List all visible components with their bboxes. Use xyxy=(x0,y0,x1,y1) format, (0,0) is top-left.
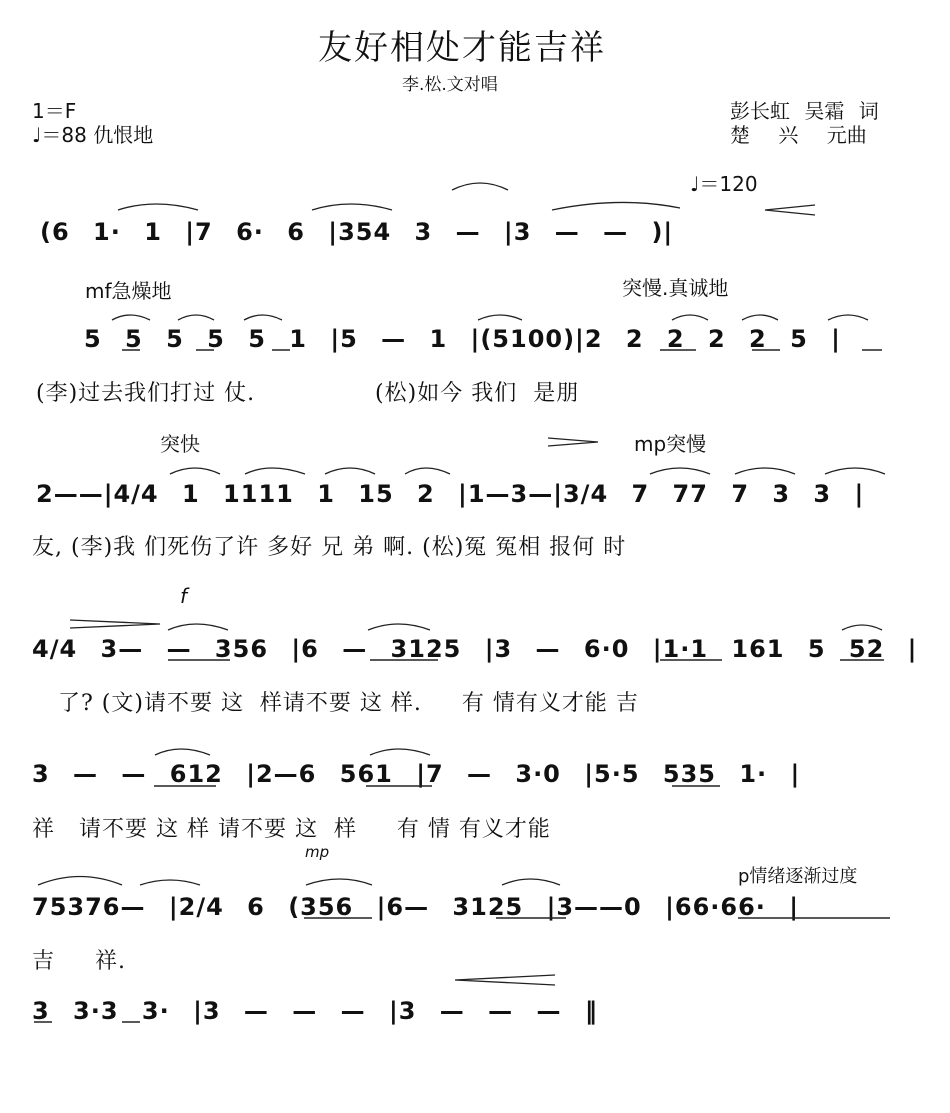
tempo-change: ♩＝120 xyxy=(690,172,758,196)
expression-mark: mp突慢 xyxy=(634,432,707,456)
lyrics-line: 了? (文)请不要 这 样请不要 这 样. 有 情有义才能 吉 xyxy=(58,691,639,716)
initial-tempo: ♩＝88 仇恨地 xyxy=(32,123,154,147)
notation-line: 3 3·3 3· |3 — — — |3 — — — ‖ xyxy=(32,997,598,1025)
notation-line: (6 1· 1 |7 6· 6 |354 3 — |3 — — )| xyxy=(40,218,674,246)
expression-mark: mf急燥地 xyxy=(85,279,172,303)
expression-mark: p情绪逐渐过度 xyxy=(738,866,858,887)
notation-line: 75376— |2/4 6 (356 |6— 3125 |3——0 |66·66· | xyxy=(32,893,800,921)
lyrics-line: 祥 请不要 这 样 请不要 这 样 有 情 有义才能 xyxy=(32,817,551,842)
expression-mark: 突快 xyxy=(160,432,200,456)
song-title: 友好相处才能吉祥 xyxy=(318,28,606,68)
expression-mark: 突慢.真诚地 xyxy=(622,276,729,300)
lyricists-credit: 彭长虹 吴霜 词 xyxy=(730,99,879,123)
lyrics-line: (李)过去我们打过 仗. (松)如今 我们 是朋 xyxy=(36,381,580,406)
composer-credit: 楚 兴 元曲 xyxy=(730,123,867,147)
key-signature: 1＝F xyxy=(32,99,77,123)
lyrics-line: 吉 祥. xyxy=(32,949,126,974)
notation-line: 5 5 5 5 5 1 |5 — 1 |(5100)|2 2 2 2 2 5 | xyxy=(84,325,841,353)
notation-line: 3 — — 612 |2—6 561 |7 — 3·0 |5·5 535 1· | xyxy=(32,760,801,788)
dynamic-mark: f xyxy=(180,584,188,608)
song-subtitle: 李.松.文对唱 xyxy=(402,75,498,95)
dynamic-mark: mp xyxy=(305,843,330,861)
lyrics-line: 友, (李)我 们死伤了许 多好 兄 弟 啊. (松)冤 冤相 报何 时 xyxy=(32,535,627,560)
notation-line: 4/4 3— — 356 |6 — 3125 |3 — 6·0 |1·1 161 5 52 | xyxy=(32,635,918,663)
notation-line: 2——|4/4 1 1111 1 15 2 |1—3—|3/4 7 77 7 3 3 | xyxy=(36,480,865,508)
